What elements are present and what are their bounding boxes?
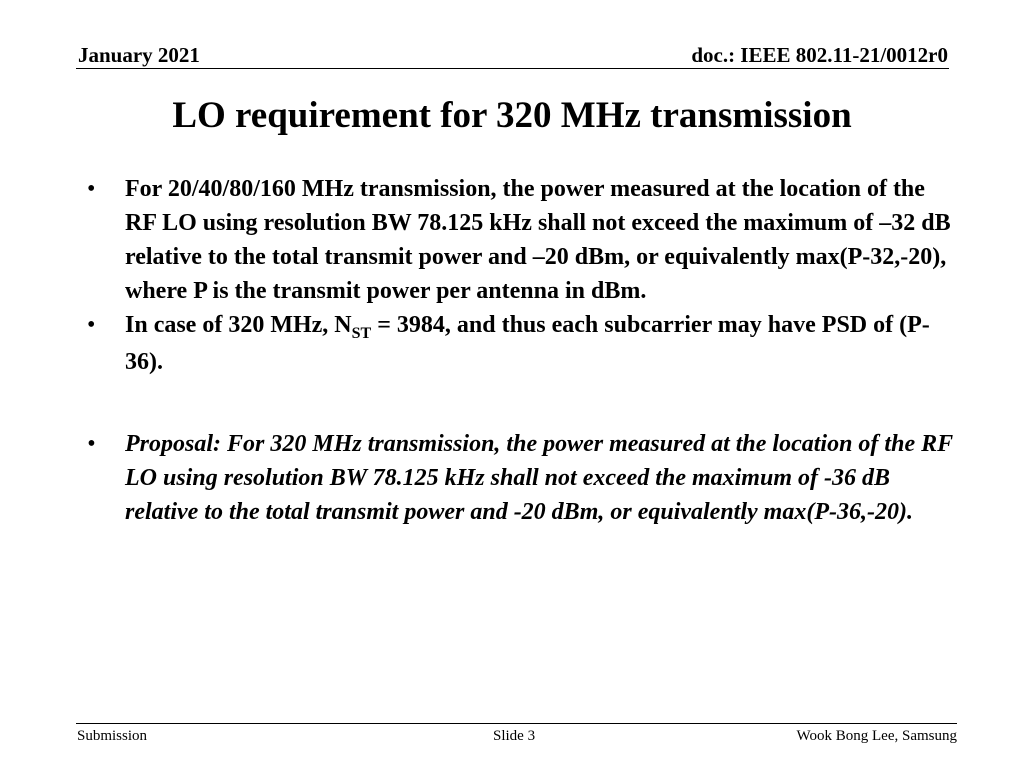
slide-title: LO requirement for 320 MHz transmission (172, 95, 852, 136)
footer-author: Wook Bong Lee, Samsung (796, 728, 957, 744)
subscript-st: ST (351, 325, 372, 342)
bullet-icon: • (87, 312, 96, 338)
bullet-item-320mhz-psd (87, 308, 957, 379)
bullet-item-lo-requirement (87, 172, 957, 308)
footer-submission: Submission (77, 728, 148, 744)
header-doc-id: doc.: IEEE 802.11-21/0012r0 (691, 43, 948, 67)
bullet-text: Proposal: For 320 MHz transmission, the power measured at the location of the RF LO using resolution BW 78.125 kHz shall not exceed the maximum of -36 dB relative to the total transmit power and -20 dBm, or equivalently max(P-36,-20). (125, 431, 953, 525)
header-divider (76, 68, 949, 69)
bullet-icon: • (87, 176, 96, 202)
footer-divider (76, 723, 957, 724)
bullet-item-proposal (87, 427, 957, 529)
bullet-text-start: In case of 320 MHz, N (125, 312, 352, 338)
bullet-list (87, 172, 957, 529)
bullet-icon: • (87, 431, 96, 457)
bullet-text-end: = 3984, and thus each subcarrier may have PSD of (P-36). (125, 312, 930, 375)
header-date: January 2021 (78, 43, 200, 67)
bullet-text: For 20/40/80/160 MHz transmission, the power measured at the location of the RF LO using resolution BW 78.125 kHz shall not exceed the maximum of –32 dB relative to the total transmit power and –20 dBm, or equivalently max(P-32,-20), where P is the transmit power per antenna in dBm. (125, 176, 951, 304)
footer-slide-number: Slide 3 (493, 728, 536, 744)
